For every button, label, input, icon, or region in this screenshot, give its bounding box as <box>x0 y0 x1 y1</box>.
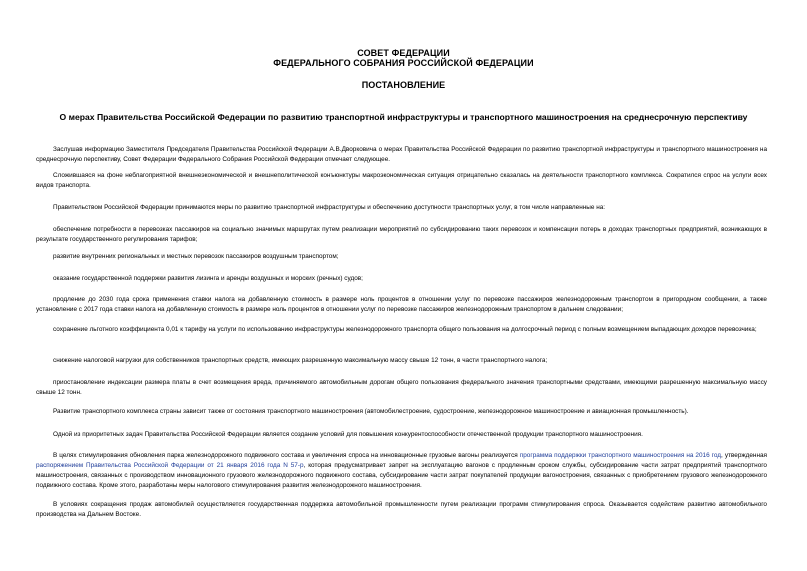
program-support-link[interactable]: программа поддержки транспортного машиностроения на 2016 год <box>519 452 722 459</box>
paragraph <box>36 145 767 165</box>
government-order-link[interactable]: распоряжением Правительства Российской Федерации от 21 января 2016 года N 57-р <box>36 462 304 469</box>
document-type: ПОСТАНОВЛЕНИЕ <box>361 80 446 90</box>
paragraph-text: Одной из приоритетных задач Правительства Российской Федерации является создание условий для повышения конкурентоспособности отечественной продукции транспортного машиностроения. <box>53 431 643 438</box>
paragraph <box>36 451 767 491</box>
header-line-assembly: ФЕДЕРАЛЬНОГО СОБРАНИЯ РОССИЙСКОЙ ФЕДЕРАЦИИ <box>273 58 534 68</box>
paragraph <box>36 430 767 440</box>
paragraph-text: снижение налоговой нагрузки для собственников транспортных средств, имеющих разрешенную максимальную массу свыше 12 тонн, в части транспортного налога; <box>53 357 548 364</box>
paragraph-text: продление до 2030 года срока применения ставки налога на добавленную стоимость в размере ноль процентов в отношении услуг по перевозке пассажиров железнодорожным транспортом в пригородном сообщении, а также установление с 2017 года ставки налога на добавленную стоимость в размере ноль процентов в отношении услуг по перевозке пассажиров железнодорожным транспортом в дальнем следовании; <box>36 296 767 313</box>
document-title: О мерах Правительства Российской Федерации по развитию транспортной инфраструктуры и транспортного машиностроения на среднесрочную перспективу <box>59 112 748 122</box>
paragraph-text: Правительством Российской Федерации принимаются меры по развитию транспортной инфраструктуры и обеспечению доступности транспортных услуг, в том числе направленные на: <box>53 204 606 211</box>
paragraph-text: развитие внутренних региональных и местных перевозок пассажиров воздушным транспортом; <box>53 253 339 260</box>
paragraph-text: Сложившаяся на фоне неблагоприятной внешнеэкономической и внешнеполитической конъюнктуры макроэкономическая ситуация отрицательно сказалась на деятельности транспортного комплекса. Сократился спрос на услуги всех видов транспорта. <box>36 172 767 189</box>
paragraph <box>36 225 767 245</box>
paragraph-text-part: , которая предусматривает запрет на эксплуатацию вагонов с продленным сроком службы, субсидирование части затрат предприятий транспортного машиностроения, связанных с производством инновационного грузового железнодорожного подвижного состава, субсидирование части затрат покупателей продукции вагоностроения, связанных с приобретением грузового железнодорожного подвижного состава. Кроме этого, разработаны меры налогового стимулирования развития железнодорожного машиностроения. <box>36 462 767 489</box>
paragraph <box>36 252 767 262</box>
paragraph-text: Заслушав информацию Заместителя Председателя Правительства Российской Федерации А.В.Дворковича о мерах Правительства Российской Федерации по развитию транспортной инфраструктуры и транспортного машиностроения на среднесрочную перспективу, Совет Федерации Федерального Собрания Российской Федерации отмечает следующее. <box>36 146 767 163</box>
paragraph <box>36 171 767 191</box>
paragraph-text: оказание государственной поддержки развития лизинга и аренды воздушных и морских (речных) судов; <box>53 275 363 282</box>
paragraph-text-part: В целях стимулирования обновления парка железнодорожного подвижного состава и увеличения спроса на инновационные грузовые вагоны реализуется <box>53 452 520 459</box>
paragraph-text: Развитие транспортного комплекса страны зависит также от состояния транспортного машиностроения (автомобилестроение, судостроение, железнодорожное машиностроение и авиационная промышленность). <box>53 408 689 415</box>
paragraph-text: обеспечение потребности в перевозках пассажиров на социально значимых маршрутах путем реализации мероприятий по субсидированию таких перевозок и компенсации потерь в доходах транспортных предприятий, возникающих в результате государственного регулирования тарифов; <box>36 226 767 243</box>
paragraph <box>36 295 767 315</box>
paragraph-text <box>36 451 767 491</box>
paragraph <box>36 500 767 520</box>
header-line-council: СОВЕТ ФЕДЕРАЦИИ <box>357 48 450 58</box>
paragraph <box>36 407 767 417</box>
paragraph-text: сохранение льготного коэффициента 0,01 к тарифу на услуги по использованию инфраструктуры железнодорожного транспорта общего пользования на долгосрочный период с полным возмещением выпадающих доходов перевозчика; <box>53 326 757 333</box>
paragraph <box>36 274 767 284</box>
paragraph-text: В условиях сокращения продаж автомобилей осуществляется государственная поддержка автомобильной промышленности путем реализации программ стимулирования спроса. Оказывается содействие развитию автомобильного производства на Дальнем Востоке. <box>36 501 767 518</box>
paragraph <box>36 325 767 335</box>
paragraph <box>36 378 767 398</box>
paragraph-text-part: , утвержденная <box>721 452 767 459</box>
paragraph-text: приостановление индексации размера платы в счет возмещения вреда, причиняемого автомобильным дорогам общего пользования федерального значения транспортными средствами, имеющими разрешенную максимальную массу свыше 12 тонн. <box>36 379 767 396</box>
paragraph <box>36 356 767 366</box>
paragraph <box>36 203 767 213</box>
